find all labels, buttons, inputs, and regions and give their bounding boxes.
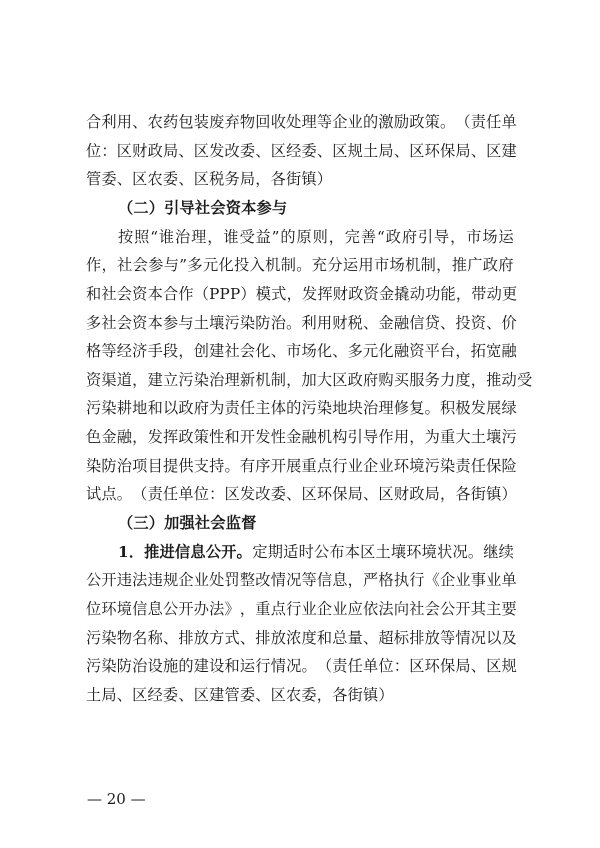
body-line-6: 作 ， 社 会 参 与 ” 多 元 化 投 入 机 制 。 充 分 运 用 市 场 机 制 ， 推 广 政 府 <box>86 256 514 274</box>
body-line-19: 污 染 物 名 称 、 排 放 方 式 、 排 放 浓 度 和 总 量 、 超 标 排 放 等 情 况 以 及 <box>86 629 517 647</box>
body-line-21: 土局、区经委、区建管委、区农委，各街镇） <box>86 686 394 704</box>
body-line-9: 格 等 经 济 手 段 ， 创 建 社 会 化 、 市 场 化 、 多 元 化 融 资 平 台 ， 拓 宽 融 <box>86 342 517 360</box>
body-line-11: 污 染 耕 地 和 以 政 府 为 责 任 主 体 的 污 染 地 块 治 理 修 复 。 积 极 发 展 绿 <box>86 399 517 417</box>
body-line-7: 和 社 会 资 本 合 作 （ PPP ） 模 式 ， 发 挥 财 政 资 金 撬 动 功 能 ， 带 动 更 <box>86 285 518 303</box>
body-line-5: 按 照 “ 谁 治 理 ， 谁 受 益 ” 的 原 则 ， 完 善 “ 政 府 引 导 ， 市 场 运 <box>118 228 514 246</box>
body-line-18: 位 环 境 信 息 公 开 办 法 》 ， 重 点 行 业 企 业 应 依 法 向 社 会 公 开 其 主 要 <box>86 600 517 618</box>
body-line-2: 位 ： 区 财 政 局 、 区 发 改 委 、 区 经 委 、 区 规 土 局 、 区 环 保 局 、 区 建 <box>86 142 517 160</box>
section-heading-2: （二）引导社会资本参与 <box>118 199 288 217</box>
body-line-17: 公 开 违 法 违 规 企 业 处 罚 整 改 情 况 等 信 息 ， 严 格 执 行 《 企 业 事 业 单 <box>86 571 517 589</box>
body-line-12: 色 金 融 ， 发 挥 政 策 性 和 开 发 性 金 融 机 构 引 导 作 用 ， 为 重 大 土 壤 污 <box>86 428 517 446</box>
body-line-14: 试 点 。 （ 责 任 单 位 ： 区 发 改 委 、 区 环 保 局 、 区 财 政 局 ， 各 街 镇 ） <box>86 485 517 503</box>
body-line-8: 多 社 会 资 本 参 与 土 壤 污 染 防 治 。 利 用 财 税 、 金 融 信 贷 、 投 资 、 价 <box>86 314 517 332</box>
item-1-line <box>118 542 514 562</box>
item-1-text: 定期适时公布本区土壤环境状况。继续 <box>252 543 514 561</box>
body-line-3: 管委、区农委、区税务局，各街镇） <box>86 170 333 188</box>
body-line-13: 染 防 治 项 目 提 供 支 持 。 有 序 开 展 重 点 行 业 企 业 环 境 污 染 责 任 保 险 <box>86 457 517 475</box>
item-1-heading: 1．推进信息公开。 <box>118 543 252 561</box>
page-number: — 20 — <box>87 790 146 808</box>
body-line-1: 合 利 用 、 农 药 包 装 废 弃 物 回 收 处 理 等 企 业 的 激 励 政 策 。 （ 责 任 单 <box>86 113 517 131</box>
body-line-20: 污 染 防 治 设 施 的 建 设 和 运 行 情 况 。 （ 责 任 单 位 ： 区 环 保 局 、 区 规 <box>86 657 517 675</box>
body-line-10: 资 渠 道 ， 建 立 污 染 治 理 新 机 制 ， 加 大 区 政 府 购 买 服 务 力 度 ， 推 动 受 <box>86 371 533 389</box>
section-heading-3: （三）加强社会监督 <box>118 514 257 532</box>
